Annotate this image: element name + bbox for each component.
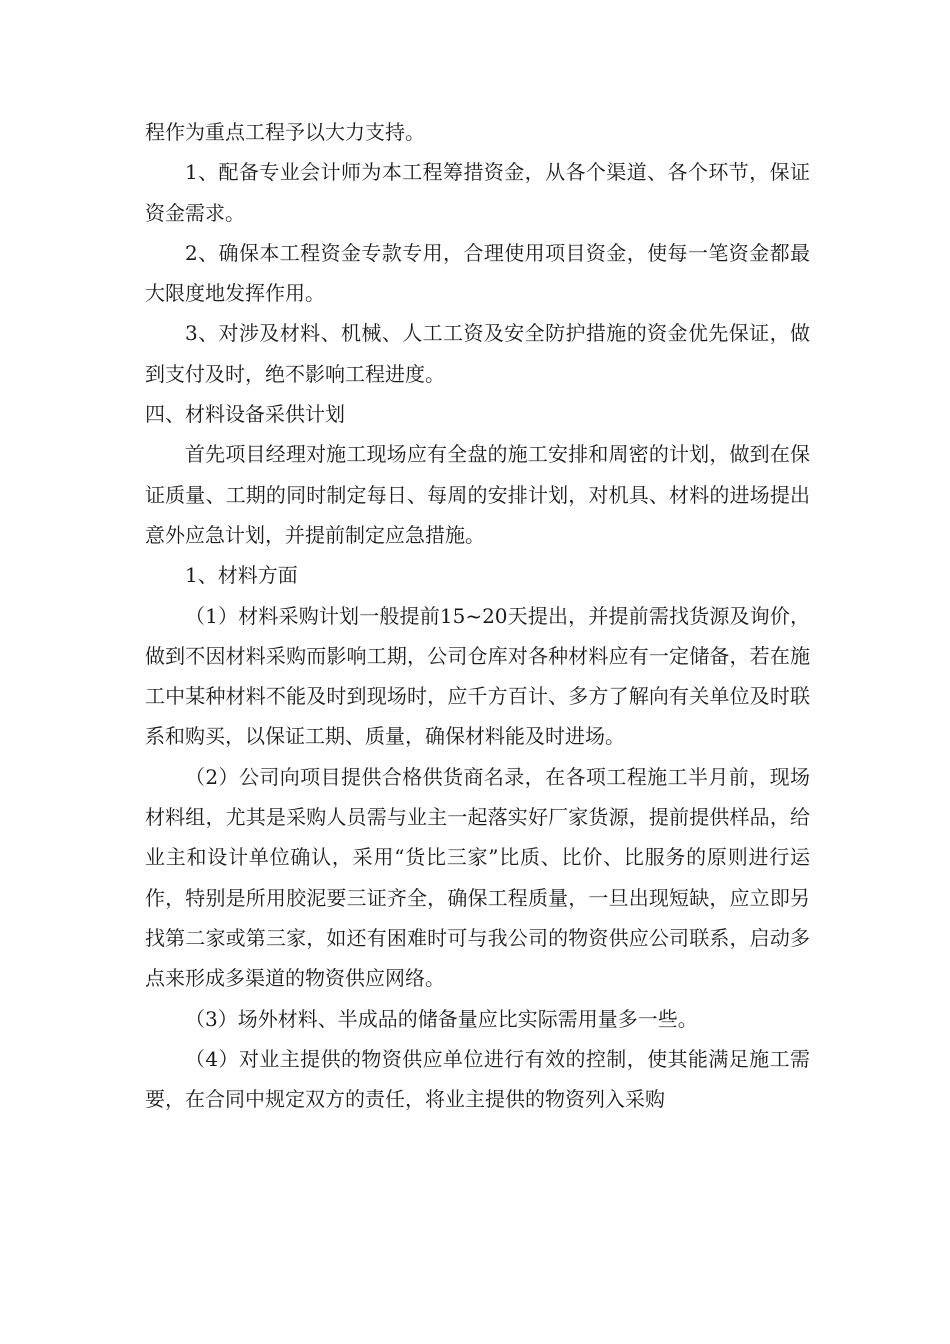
document-body <box>145 112 810 1119</box>
paragraph-item-2: 2、确保本工程资金专款专用，合理使用项目资金，使每一笔资金都最大限度地发挥作用。 <box>145 240 810 306</box>
paragraph-sub-3: （3）场外材料、半成品的储备量应比实际需用量多一些。 <box>185 1006 698 1031</box>
paragraph-item-3: 3、对涉及材料、机械、人工工资及安全防护措施的资金优先保证，做到支付及时，绝不影响工程进度。 <box>145 321 810 386</box>
paragraph-continuation: 程作为重点工程予以大力支持。 <box>145 120 425 144</box>
subsection-heading: 1、材料方面 <box>185 563 298 588</box>
paragraph-sub-2: （2）公司向项目提供合格供货商名录，在各项工程施工半月前，现场材料组，尤其是采购人员需与业主一起落实好厂家货源，提前提供样品，给业主和设计单位确认，采用“货比三家”比质、比价、比服务的原则进行运作，特别是所用胶泥要三证齐全，确保工程质量，一旦出现短缺，应立即另找第二家或第三家，如还有困难时可与我公司的物资供应公司联系，启动多点来形成多渠道的物资供应网络。 <box>145 764 810 991</box>
paragraph-intro: 首先项目经理对施工现场应有全盘的施工安排和周密的计划，做到在保证质量、工期的同时制定每日、每周的安排计划，对机具、材料的进场提出意外应急计划，并提前制定应急措施。 <box>145 442 810 547</box>
paragraph-item-1: 1、配备专业会计师为本工程筹措资金，从各个渠道、各个环节，保证资金需求。 <box>145 160 810 225</box>
section-heading: 四、材料设备采供计划 <box>145 402 345 427</box>
paragraph-sub-4: （4）对业主提供的物资供应单位进行有效的控制，使其能满足施工需要，在合同中规定双方的责任，将业主提供的物资列入采购 <box>145 1046 810 1112</box>
paragraph-sub-1: （1）材料采购计划一般提前15~20天提出，并提前需找货源及询价，做到不因材料采购而影响工期，公司仓库对各种材料应有一定储备，若在施工中某种材料不能及时到现场时，应千方百计、多方了解向有关单位及时联系和购买，以保证工期、质量，确保材料能及时进场。 <box>145 603 810 749</box>
